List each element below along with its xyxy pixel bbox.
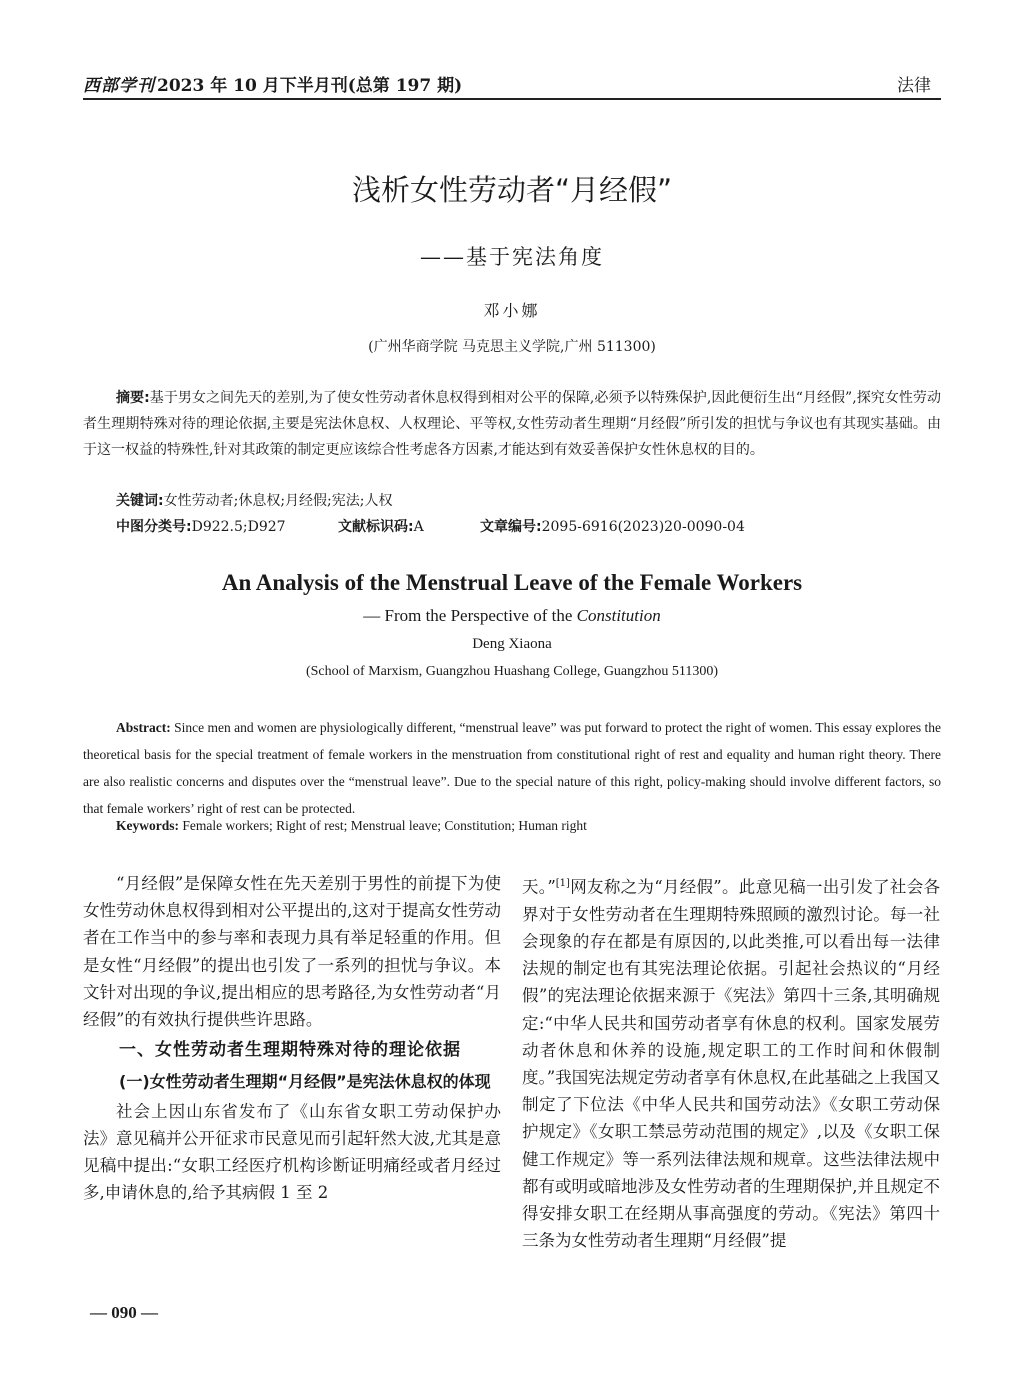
- chinese-subtitle: ——基于宪法角度: [420, 245, 604, 269]
- english-author: Deng Xiaona: [472, 636, 552, 652]
- body-paragraph: [522, 870, 940, 1254]
- body-column-right: [522, 870, 940, 1254]
- article-number-label: 文章编号:: [480, 519, 542, 535]
- chinese-author: 邓小娜: [483, 301, 541, 320]
- chinese-abstract-text: 基于男女之间先天的差别,为了使女性劳动者休息权得到相对公平的保障,必须予以特殊保护,因此便衍生出“月经假”,探究女性劳动者生理期特殊对待的理论依据,主要是宪法休息权、人权理论、平等权,女性劳动者生理期“月经假”所引发的担忧与争议也有其现实基础。由于这一权益的特殊性,针对其政策的制定更应该综合性考虑各方因素,才能达到有效妥善保护女性休息权的目的。: [83, 390, 941, 458]
- chinese-abstract: [83, 385, 941, 463]
- english-affiliation: (School of Marxism, Guangzhou Huashang College, Guangzhou 511300): [305, 664, 718, 679]
- journal-name: 西部学刊: [83, 76, 155, 96]
- article-number-value: 2095-6916(2023)20-0090-04: [541, 519, 745, 535]
- english-abstract: [83, 714, 941, 822]
- chinese-keywords: [116, 490, 392, 510]
- body-text: 天。”: [522, 877, 556, 897]
- journal-issue: 2023 年 10 月下半月刊(总第 197 期): [157, 76, 463, 96]
- chinese-abstract-label: 摘要:: [116, 390, 150, 406]
- running-header: [83, 71, 462, 96]
- english-abstract-label: Abstract:: [116, 720, 171, 735]
- chinese-affiliation: (广州华商学院 马克思主义学院,广州 511300): [368, 339, 656, 355]
- subsection-heading: (一)女性劳动者生理期“月经假”是宪法休息权的体现: [119, 1072, 491, 1092]
- citation-ref: [1]: [555, 878, 570, 889]
- header-divider: [83, 98, 941, 100]
- chinese-keywords-text: 女性劳动者;休息权;月经假;宪法;人权: [163, 493, 393, 509]
- document-code-label: 文献标识码:: [338, 519, 414, 535]
- section-heading: 一、女性劳动者生理期特殊对待的理论依据: [119, 1040, 461, 1061]
- english-subtitle-prefix: — From the Perspective of the: [363, 606, 577, 625]
- document-code-value: A: [413, 519, 424, 535]
- english-subtitle-italic: Constitution: [576, 606, 661, 625]
- body-paragraph: “月经假”是保障女性在先天差别于男性的前提下为使女性劳动休息权得到相对公平提出的,这对于提高女性劳动者在工作当中的参与率和表现力具有举足轻重的作用。但是女性“月经假”的提出也引发了一系列的担忧与争议。本文针对出现的争议,提出相应的思考路径,为女性劳动者“月经假”的有效执行提供些许思路。: [83, 874, 501, 1030]
- english-keywords: [116, 818, 587, 834]
- body-paragraph: 社会上因山东省发布了《山东省女职工劳动保护办法》意见稿并公开征求市民意见而引起轩然大波,尤其是意见稿中提出:“女职工经医疗机构诊断证明痛经或者月经过多,申请休息的,给予其病假 1 至 2: [83, 1101, 501, 1203]
- english-keywords-label: Keywords:: [116, 818, 179, 833]
- chinese-keywords-label: 关键词:: [116, 493, 164, 509]
- chinese-title: 浅析女性劳动者“月经假”: [351, 173, 673, 207]
- body-text: 网友称之为“月经假”。此意见稿一出引发了社会各界对于女性劳动者在生理期特殊照顾的激烈讨论。每一社会现象的存在都是有原因的,以此类推,可以看出每一法律法规的制定也有其宪法理论依据。引起社会热议的“月经假”的宪法理论依据来源于《宪法》第四十三条,其明确规定:“中华人民共和国劳动者享有休息的权利。国家发展劳动者休息和休养的设施,规定职工的工作时间和休假制度。”我国宪法规定劳动者享有休息权,在此基础之上我国又制定了下位法《中华人民共和国劳动法》《女职工劳动保护规定》《女职工禁忌劳动范围的规定》,以及《女职工保健工作规定》等一系列法律法规和规章。这些法律法规中都有或明或暗地涉及女性劳动者的生理期保护,并且规定不得安排女职工在经期从事高强度的劳动。《宪法》第四十三条为女性劳动者生理期“月经假”提: [522, 877, 941, 1251]
- clc-label: 中图分类号:: [116, 519, 192, 535]
- english-subtitle: [0, 606, 1024, 626]
- page-number: — 090 —: [90, 1303, 158, 1322]
- section-label: 法律: [897, 76, 931, 96]
- english-abstract-text: Since men and women are physiologically different, “menstrual leave” was put forward to protect the right of women. This essay explores the theoretical basis for the special treatment of female workers in the menstruation from constitutional right of rest and equality and human right theory. There are also realistic concerns and disputes over the “menstrual leave”. Due to the special nature of this right, policy-making should involve different factors, so that female workers’ right of rest can be protected.: [83, 720, 942, 816]
- document-code: [338, 516, 424, 536]
- english-title: An Analysis of the Menstrual Leave of the Female Workers: [221, 570, 803, 595]
- clc-value: D922.5;D927: [191, 519, 286, 535]
- article-number: [480, 516, 745, 536]
- clc-number: [116, 516, 286, 536]
- english-keywords-text: Female workers; Right of rest; Menstrual leave; Constitution; Human right: [179, 818, 587, 833]
- body-column-left: [83, 870, 501, 1206]
